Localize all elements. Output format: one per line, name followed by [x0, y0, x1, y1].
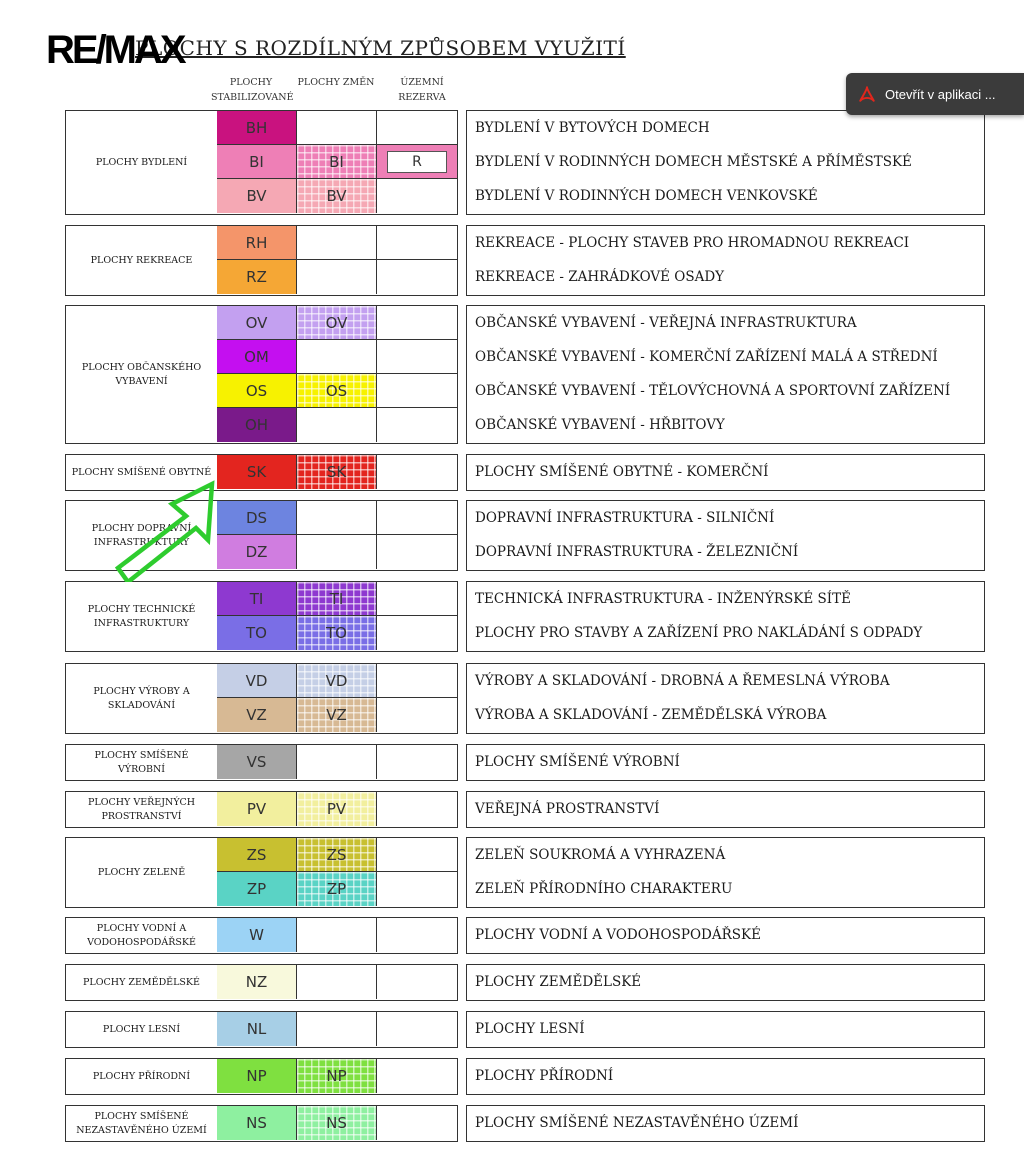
reserve-cell [377, 145, 457, 179]
stabilized-swatch: OM [217, 340, 297, 374]
change-swatch [297, 501, 377, 535]
stabilized-swatch: VZ [217, 698, 297, 732]
reserve-cell [377, 698, 457, 732]
stabilized-swatch: DZ [217, 535, 297, 569]
reserve-cell [377, 501, 457, 535]
change-swatch: BI [297, 145, 377, 179]
change-swatch: BV [297, 179, 377, 213]
legend-group [65, 837, 458, 908]
legend-row [217, 792, 457, 826]
reserve-cell [377, 408, 457, 442]
legend-row [217, 745, 457, 779]
legend-row [217, 306, 457, 340]
row-description: BYDLENÍ V RODINNÝCH DOMECH MĚSTSKÉ A PŘÍMĚSTSKÉ [475, 154, 912, 170]
stabilized-swatch: ZS [217, 838, 297, 872]
description-group [466, 454, 985, 491]
row-description: REKREACE - ZAHRÁDKOVÉ OSADY [475, 269, 725, 285]
row-description: PLOCHY SMÍŠENÉ VÝROBNÍ [475, 754, 680, 770]
change-swatch [297, 340, 377, 374]
stabilized-swatch: VS [217, 745, 297, 779]
change-swatch [297, 408, 377, 442]
row-description: PLOCHY PŘÍRODNÍ [475, 1068, 614, 1084]
legend-group [65, 305, 458, 444]
col-header-changes: PLOCHY ZMĚN [297, 77, 375, 88]
stabilized-swatch: RZ [217, 260, 297, 294]
change-swatch: NP [297, 1059, 377, 1093]
group-label: PLOCHY BYDLENÍ [95, 156, 188, 168]
legend-row [217, 145, 457, 179]
group-label: PLOCHY OBČANSKÉHO VYBAVENÍ [81, 361, 202, 387]
stabilized-swatch: BH [217, 111, 297, 145]
group-label: PLOCHY VODNÍ A VODOHOSPODÁŘSKÉ [87, 922, 196, 948]
reserve-cell [377, 260, 457, 294]
row-description: VEŘEJNÁ PROSTRANSTVÍ [475, 801, 660, 817]
stabilized-swatch: ZP [217, 872, 297, 906]
row-description: PLOCHY SMÍŠENÉ NEZASTAVĚNÉHO ÚZEMÍ [475, 1115, 799, 1131]
legend-row [217, 1106, 457, 1140]
change-swatch [297, 965, 377, 999]
legend-row [217, 179, 457, 213]
reserve-swatch: R [387, 151, 447, 173]
reserve-cell [377, 455, 457, 489]
group-label: PLOCHY VÝROBY A SKLADOVÁNÍ [93, 685, 190, 711]
change-swatch [297, 918, 377, 952]
row-description: PLOCHY PRO STAVBY A ZAŘÍZENÍ PRO NAKLÁDÁNÍ S ODPADY [475, 625, 923, 641]
legend-group [65, 791, 458, 828]
row-description: BYDLENÍ V BYTOVÝCH DOMECH [475, 120, 710, 136]
change-swatch: OS [297, 374, 377, 408]
group-label: PLOCHY ZELENĚ [97, 866, 186, 878]
row-description: PLOCHY ZEMĚDĚLSKÉ [475, 974, 642, 990]
legend-group [65, 917, 458, 954]
reserve-cell [377, 582, 457, 616]
legend-group [65, 1011, 458, 1048]
legend-group [65, 964, 458, 1001]
legend-row [217, 838, 457, 872]
change-swatch: SK [297, 455, 377, 489]
description-group [466, 917, 985, 954]
legend-row [217, 226, 457, 260]
page-title: PLOCHY S ROZDÍLNÝM ZPŮSOBEM VYUŽITÍ [135, 36, 626, 60]
description-group [466, 581, 985, 652]
row-description: ZELEŇ PŘÍRODNÍHO CHARAKTERU [475, 881, 733, 897]
row-description: TECHNICKÁ INFRASTRUKTURA - INŽENÝRSKÉ SÍTĚ [475, 591, 851, 607]
reserve-cell [377, 745, 457, 779]
stabilized-swatch: NZ [217, 965, 297, 999]
legend-row [217, 872, 457, 906]
row-description: OBČANSKÉ VYBAVENÍ - VEŘEJNÁ INFRASTRUKTURA [475, 315, 857, 331]
row-description: ZELEŇ SOUKROMÁ A VYHRAZENÁ [475, 847, 726, 863]
change-swatch: OV [297, 306, 377, 340]
legend-row [217, 111, 457, 145]
open-in-app-label: Otevřít v aplikaci ... [885, 86, 996, 102]
description-group [466, 1011, 985, 1048]
change-swatch [297, 745, 377, 779]
reserve-cell [377, 872, 457, 906]
reserve-cell [377, 838, 457, 872]
group-label: PLOCHY VEŘEJNÝCH PROSTRANSTVÍ [88, 796, 195, 822]
change-swatch: ZP [297, 872, 377, 906]
reserve-cell [377, 306, 457, 340]
row-description: PLOCHY VODNÍ A VODOHOSPODÁŘSKÉ [475, 927, 761, 943]
change-swatch: VD [297, 664, 377, 698]
stabilized-swatch: NL [217, 1012, 297, 1046]
row-description: DOPRAVNÍ INFRASTRUKTURA - ŽELEZNIČNÍ [475, 544, 799, 560]
stabilized-swatch: OS [217, 374, 297, 408]
reserve-cell [377, 918, 457, 952]
stabilized-swatch: TI [217, 582, 297, 616]
stabilized-swatch: NP [217, 1059, 297, 1093]
stabilized-swatch: NS [217, 1106, 297, 1140]
legend-row [217, 260, 457, 294]
row-description: OBČANSKÉ VYBAVENÍ - KOMERČNÍ ZAŘÍZENÍ MALÁ A STŘEDNÍ [475, 349, 938, 365]
row-description: VÝROBA A SKLADOVÁNÍ - ZEMĚDĚLSKÁ VÝROBA [475, 707, 827, 723]
open-in-app-button[interactable] [846, 73, 1024, 115]
row-description: DOPRAVNÍ INFRASTRUKTURA - SILNIČNÍ [475, 510, 775, 526]
stabilized-swatch: BV [217, 179, 297, 213]
legend-row [217, 340, 457, 374]
description-group [466, 110, 985, 215]
legend-group [65, 225, 458, 296]
change-swatch [297, 1012, 377, 1046]
stabilized-swatch: RH [217, 226, 297, 260]
legend-group [65, 744, 458, 781]
reserve-cell [377, 226, 457, 260]
legend-row [217, 374, 457, 408]
row-description: OBČANSKÉ VYBAVENÍ - TĚLOVÝCHOVNÁ A SPORTOVNÍ ZAŘÍZENÍ [475, 383, 951, 399]
reserve-cell [377, 535, 457, 569]
remax-logo: RE/MAX [46, 28, 184, 72]
change-swatch: PV [297, 792, 377, 826]
change-swatch [297, 226, 377, 260]
change-swatch [297, 260, 377, 294]
change-swatch: TI [297, 582, 377, 616]
group-label: PLOCHY SMÍŠENÉ NEZASTAVĚNÉHO ÚZEMÍ [76, 1110, 207, 1136]
group-label: PLOCHY TECHNICKÉ INFRASTRUKTURY [87, 603, 196, 629]
legend-group [65, 110, 458, 215]
group-label: PLOCHY DOPRAVNÍ INFRASTRUKTURY [91, 522, 192, 548]
legend-group [65, 1105, 458, 1142]
stabilized-swatch: TO [217, 616, 297, 650]
group-label: PLOCHY PŘÍRODNÍ [92, 1070, 191, 1082]
change-swatch [297, 535, 377, 569]
row-description: REKREACE - PLOCHY STAVEB PRO HROMADNOU REKREACI [475, 235, 910, 251]
description-group [466, 663, 985, 734]
reserve-cell [377, 616, 457, 650]
stabilized-swatch: VD [217, 664, 297, 698]
legend-row [217, 501, 457, 535]
legend-group [65, 581, 458, 652]
group-label: PLOCHY SMÍŠENÉ VÝROBNÍ [94, 749, 189, 775]
reserve-cell [377, 340, 457, 374]
pdf-icon [858, 85, 876, 103]
change-swatch [297, 111, 377, 145]
legend-row [217, 535, 457, 569]
legend-row [217, 616, 457, 650]
description-group [466, 500, 985, 571]
row-description: PLOCHY SMÍŠENÉ OBYTNÉ - KOMERČNÍ [475, 464, 769, 480]
change-swatch: VZ [297, 698, 377, 732]
row-description: PLOCHY LESNÍ [475, 1021, 585, 1037]
reserve-cell [377, 1106, 457, 1140]
legend-row [217, 1012, 457, 1046]
reserve-cell [377, 1012, 457, 1046]
legend-row [217, 582, 457, 616]
legend-group [65, 1058, 458, 1095]
reserve-cell [377, 374, 457, 408]
legend-row [217, 965, 457, 999]
legend-row [217, 698, 457, 732]
group-label: PLOCHY LESNÍ [102, 1023, 181, 1035]
reserve-cell [377, 792, 457, 826]
change-swatch: TO [297, 616, 377, 650]
description-group [466, 305, 985, 444]
stabilized-swatch: OH [217, 408, 297, 442]
legend-row [217, 408, 457, 442]
legend-row [217, 664, 457, 698]
stabilized-swatch: OV [217, 306, 297, 340]
col-header-stabilized: PLOCHY STABILIZOVANÉ [211, 77, 294, 104]
row-description: BYDLENÍ V RODINNÝCH DOMECH VENKOVSKÉ [475, 188, 818, 204]
group-label: PLOCHY ZEMĚDĚLSKÉ [83, 976, 200, 988]
stabilized-swatch: DS [217, 501, 297, 535]
stabilized-swatch: W [217, 918, 297, 952]
reserve-cell [377, 111, 457, 145]
group-label: PLOCHY SMÍŠENÉ OBYTNÉ [71, 466, 212, 478]
reserve-cell [377, 179, 457, 213]
row-description: VÝROBY A SKLADOVÁNÍ - DROBNÁ A ŘEMESLNÁ VÝROBA [475, 673, 890, 689]
description-group [466, 744, 985, 781]
group-label: PLOCHY REKREACE [90, 254, 193, 266]
green-arrow-annotation [112, 478, 222, 582]
legend-row [217, 455, 457, 489]
reserve-cell [377, 664, 457, 698]
reserve-cell [377, 965, 457, 999]
description-group [466, 1105, 985, 1142]
col-header-reserve: ÚZEMNÍ REZERVA [398, 77, 446, 104]
change-swatch: ZS [297, 838, 377, 872]
description-group [466, 964, 985, 1001]
description-group [466, 791, 985, 828]
reserve-cell [377, 1059, 457, 1093]
stabilized-swatch: SK [217, 455, 297, 489]
legend-row [217, 918, 457, 952]
legend-row [217, 1059, 457, 1093]
row-description: OBČANSKÉ VYBAVENÍ - HŘBITOVY [475, 417, 725, 433]
description-group [466, 837, 985, 908]
stabilized-swatch: PV [217, 792, 297, 826]
legend-group [65, 663, 458, 734]
change-swatch: NS [297, 1106, 377, 1140]
description-group [466, 1058, 985, 1095]
stabilized-swatch: BI [217, 145, 297, 179]
description-group [466, 225, 985, 296]
